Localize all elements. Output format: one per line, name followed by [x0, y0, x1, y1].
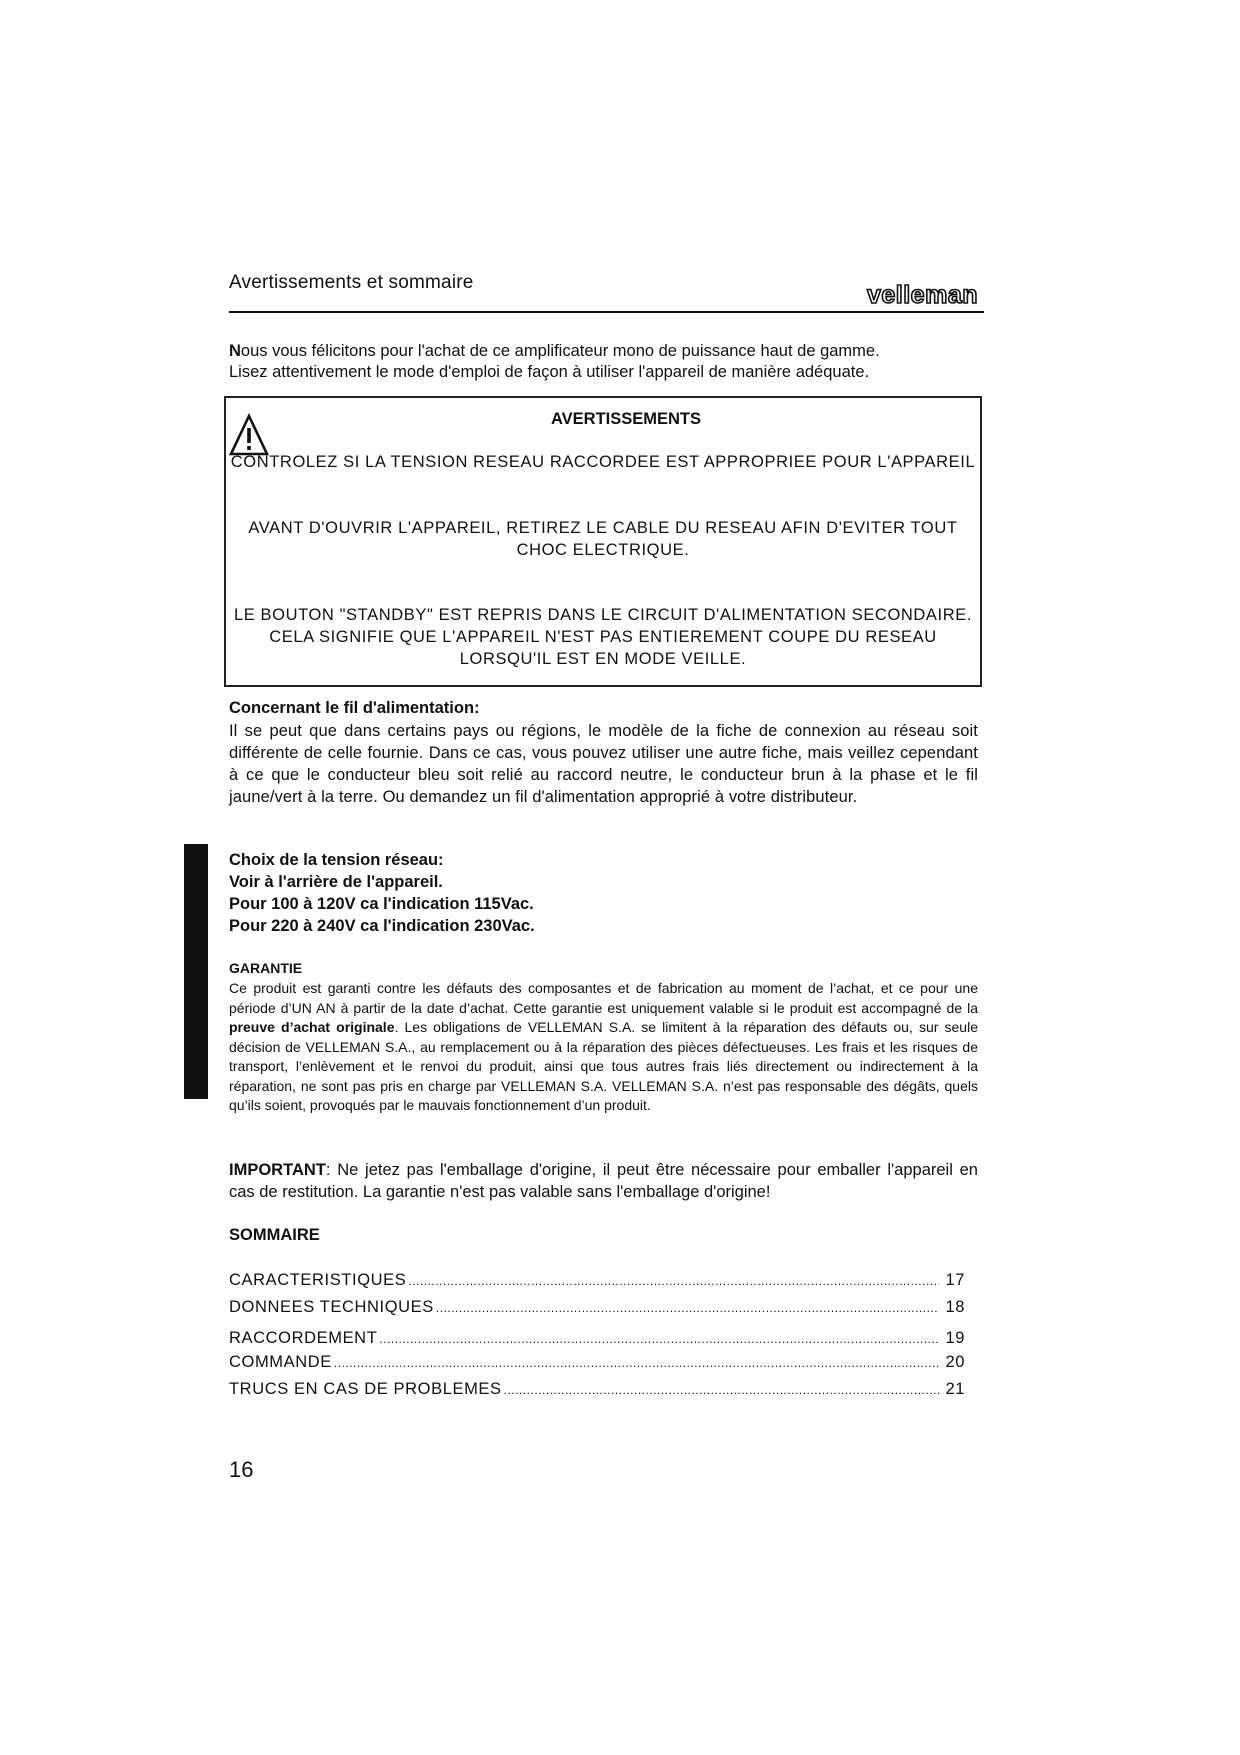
- intro-line-1-text: ous vous félicitons pour l'achat de ce amplificateur mono de puissance haut de gamme.: [240, 342, 880, 360]
- warning-unplug: AVANT D'OUVRIR L'APPAREIL, RETIREZ LE CABLE DU RESEAU AFIN D'EVITER TOUT CHOC ELECTRIQUE.: [248, 519, 958, 559]
- toc-entry-label: DONNEES TECHNIQUES: [229, 1298, 434, 1316]
- toc-entry: [229, 1353, 965, 1372]
- intro-line-1: [229, 341, 989, 362]
- intro-line-2: Lisez attentivement le mode d'emploi de façon à utiliser l'appareil de manière adéquate.: [229, 363, 870, 381]
- toc-entry-page: 20: [945, 1353, 965, 1371]
- intro-initial: N: [229, 342, 241, 360]
- warning-standby: LE BOUTON "STANDBY" EST REPRIS DANS LE CIRCUIT D'ALIMENTATION SECONDAIRE. CELA SIGNIFIE QUE L'APPAREIL N'EST PAS ENTIEREMENT COUPE DU RESEAU LORSQU'IL EST EN MODE VEILLE.: [233, 606, 973, 668]
- toc-entry-page: 19: [945, 1329, 965, 1347]
- toc-entry-page: 21: [945, 1380, 965, 1398]
- power-cord-title: Concernant le fil d'alimentation:: [229, 699, 480, 717]
- voltage-selection: [229, 849, 535, 937]
- toc-entry: [229, 1380, 965, 1399]
- sommaire-title: SOMMAIRE: [229, 1226, 320, 1244]
- garantie-title: GARANTIE: [229, 960, 303, 976]
- toc-entry: [229, 1329, 965, 1348]
- voltage-line-3: Pour 100 à 120V ca l'indication 115Vac.: [229, 895, 534, 913]
- velleman-logo-graphic: [862, 281, 983, 310]
- page-header-title: Avertissements et sommaire: [229, 272, 474, 293]
- warnings-title: AVERTISSEMENTS: [550, 410, 702, 428]
- important-text: : Ne jetez pas l'emballage d'origine, il peut être nécessaire pour emballer l'appareil en cas de restitution. La garantie n'est pas valable sans l'emballage d'origine!: [229, 1161, 978, 1201]
- logo-text: velleman: [866, 281, 979, 309]
- toc-entry-page: 17: [945, 1271, 965, 1289]
- voltage-line-1: Choix de la tension réseau:: [229, 851, 444, 869]
- toc-leader: [379, 1332, 939, 1346]
- important-label: IMPORTANT: [229, 1161, 326, 1179]
- header-divider: [229, 311, 984, 313]
- toc-entry-label: COMMANDE: [229, 1353, 332, 1371]
- warning-voltage: CONTROLEZ SI LA TENSION RESEAU RACCORDEE EST APPROPRIEE POUR L'APPAREIL: [230, 453, 976, 471]
- toc-leader: [334, 1356, 940, 1370]
- important-notice: [229, 1159, 978, 1203]
- velleman-logo: [862, 281, 983, 310]
- garantie-text-part-1: Ce produit est garanti contre les défauts des composantes et de fabrication au moment de l’achat, et ce pour une période d’UN AN à partir de la date d’achat. Cette garantie est uniquement valable si le produit est accompagné de la: [229, 980, 978, 1016]
- toc-leader: [436, 1301, 940, 1315]
- language-tab-marker: [184, 844, 208, 1099]
- toc-entry: [229, 1298, 965, 1317]
- page-number: 16: [229, 1457, 254, 1482]
- toc-entry-label: CARACTERISTIQUES: [229, 1271, 407, 1289]
- garantie-text-part-2: . Les obligations de VELLEMAN S.A. se limitent à la réparation des défauts ou, sur seule décision de VELLEMAN S.A., au remplacement ou à la réparation des pièces défectueuses. Les frais et les risques de transport, l’enlèvement et le renvoi du produit, ainsi que tous autres frais liés directement ou indirectement à la réparation, ne sont pas pris en charge par VELLEMAN S.A. VELLEMAN S.A. n’est pas responsable des dégâts, quels qu’ils soient, provoqués par le mauvais fonctionnement d’un produit.: [229, 1019, 978, 1113]
- garantie-text: [229, 979, 978, 1116]
- intro-paragraph: [229, 341, 989, 383]
- toc-entry-label: TRUCS EN CAS DE PROBLEMES: [229, 1380, 502, 1398]
- toc-leader: [504, 1383, 940, 1397]
- toc-entry: [229, 1271, 965, 1290]
- toc-entry-label: RACCORDEMENT: [229, 1329, 378, 1347]
- power-cord-text: Il se peut que dans certains pays ou régions, le modèle de la fiche de connexion au réseau soit différente de celle fournie. Dans ce cas, vous pouvez utiliser une autre fiche, mais veillez cependant à ce que le conducteur bleu soit relié au raccord neutre, le conducteur brun à la phase et le fil jaune/vert à la terre. Ou demandez un fil d'alimentation approprié à votre distributeur.: [229, 722, 978, 806]
- garantie-text-bold: preuve d’achat originale: [229, 1019, 395, 1035]
- toc-leader: [408, 1274, 939, 1288]
- voltage-line-2: Voir à l'arrière de l'appareil.: [229, 873, 443, 891]
- voltage-line-4: Pour 220 à 240V ca l'indication 230Vac.: [229, 917, 535, 935]
- toc-entry-page: 18: [945, 1298, 965, 1316]
